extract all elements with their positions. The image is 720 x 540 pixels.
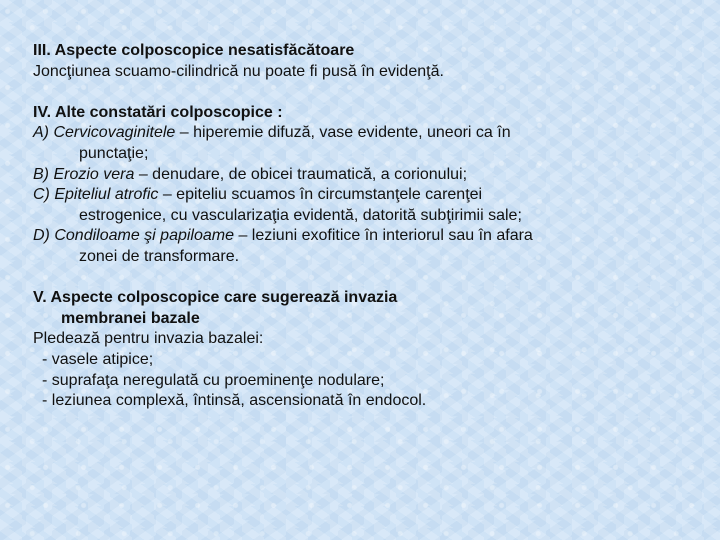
spacer — [33, 82, 693, 103]
spacer — [33, 268, 693, 289]
item-a — [33, 123, 693, 144]
item-a-term: Cervicovaginitele — [53, 124, 176, 142]
bullet-item: - vasele atipice; — [42, 350, 154, 368]
item-c-letter: C) — [33, 186, 50, 204]
item-b-desc: – denudare, de obicei traumatică, a corionului; — [134, 165, 468, 183]
item-d-continuation: zonei de transformare. — [79, 247, 240, 265]
item-c-term: Epiteliul atrofic — [54, 186, 159, 204]
section-5-heading-continuation: membranei bazale — [61, 309, 200, 327]
bullet-item: - leziunea complexă, întinsă, ascensionată în endocol. — [42, 392, 427, 410]
item-d-desc: – leziuni exofitice în interiorul sau în afara — [234, 227, 533, 245]
item-c-continuation: estrogenice, cu vascularizaţia evidentă, datorită subţirimii sale; — [79, 206, 522, 224]
item-d-letter: D) — [33, 227, 50, 245]
item-a-desc: – hiperemie difuză, vase evidente, uneori ca în — [175, 124, 511, 142]
item-d — [33, 226, 693, 247]
item-c-desc: – epiteliu scuamos în circumstanţele carenţei — [158, 186, 483, 204]
item-c — [33, 185, 693, 206]
item-b-term: Erozio vera — [53, 165, 135, 183]
section-3-heading: III. Aspecte colposcopice nesatisfăcătoare — [33, 42, 355, 59]
section-5-heading: V. Aspecte colposcopice care sugerează invazia — [33, 289, 398, 307]
item-a-letter: A) — [33, 124, 49, 142]
slide-content — [33, 41, 693, 412]
item-d-term: Condiloame şi papiloame — [54, 227, 234, 245]
item-b-letter: B) — [33, 165, 49, 183]
section-5-intro: Pledează pentru invazia bazalei: — [33, 330, 264, 348]
item-a-continuation: punctaţie; — [79, 144, 149, 162]
bullet-item: - suprafaţa neregulată cu proeminenţe nodulare; — [42, 371, 385, 389]
section-4-heading: IV. Alte constatări colposcopice : — [33, 103, 283, 121]
section-3-text: Joncţiunea scuamo-cilindrică nu poate fi pusă în evidenţă. — [33, 62, 444, 80]
item-b — [33, 165, 693, 186]
